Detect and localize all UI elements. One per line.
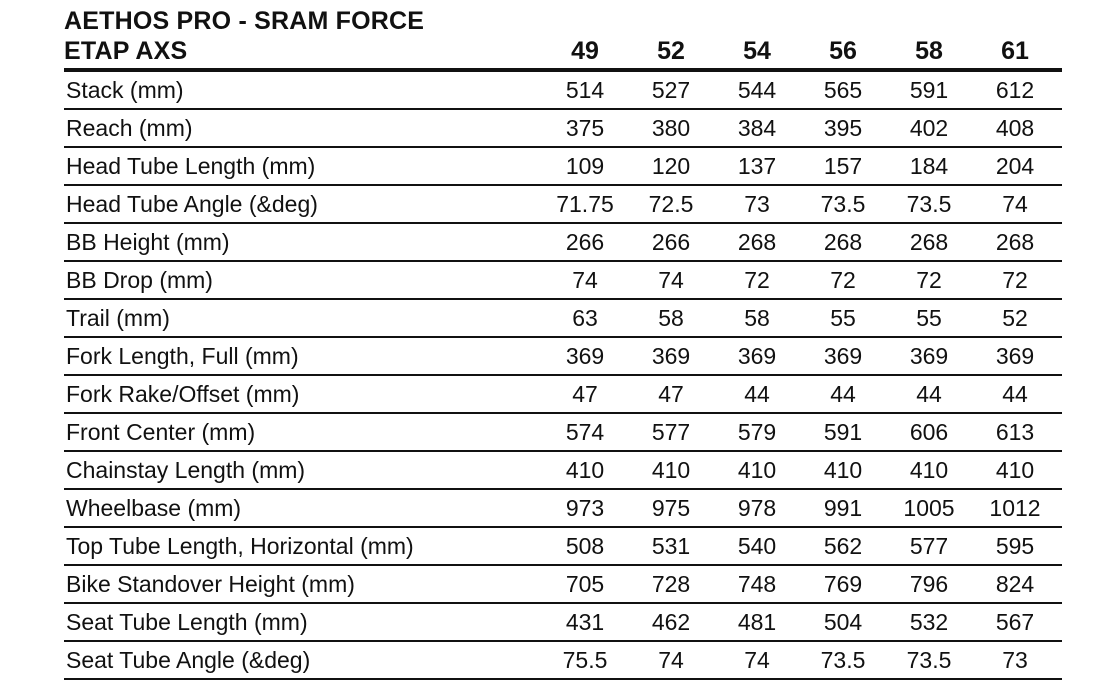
cell-size-58: 72 <box>916 267 942 293</box>
cell-size-52: 72.5 <box>648 191 694 217</box>
cell-size-61: 410 <box>995 457 1035 483</box>
cell-size-58: 369 <box>909 343 949 369</box>
cell-size-52: 74 <box>658 647 684 673</box>
cell-size-61: 369 <box>995 343 1035 369</box>
cell-size-56: 504 <box>823 609 863 635</box>
cell-size-61: 268 <box>995 229 1035 255</box>
size-header-row <box>64 36 1062 66</box>
size-header-58: 58 <box>915 37 943 65</box>
cell-size-54: 384 <box>737 115 777 141</box>
cell-size-52: 58 <box>658 305 684 331</box>
size-header-49: 49 <box>571 37 599 65</box>
cell-size-54: 73 <box>744 191 770 217</box>
cell-size-49: 63 <box>572 305 598 331</box>
cell-size-58: 44 <box>916 381 942 407</box>
title-line-1: AETHOS PRO - SRAM FORCE <box>64 7 425 35</box>
cell-size-54: 72 <box>744 267 770 293</box>
cell-size-49: 47 <box>572 381 598 407</box>
cell-size-52: 380 <box>651 115 691 141</box>
cell-size-56: 562 <box>823 533 863 559</box>
cell-size-56: 55 <box>830 305 856 331</box>
cell-size-61: 72 <box>1002 267 1028 293</box>
cell-size-58: 410 <box>909 457 949 483</box>
cell-size-49: 431 <box>565 609 605 635</box>
cell-size-49: 266 <box>565 229 605 255</box>
cell-size-56: 565 <box>823 77 863 103</box>
cell-size-49: 375 <box>565 115 605 141</box>
cell-size-54: 481 <box>737 609 777 635</box>
cell-size-54: 137 <box>737 153 777 179</box>
size-header-56: 56 <box>829 37 857 65</box>
cell-size-54: 410 <box>737 457 777 483</box>
table-row <box>64 376 1062 414</box>
cell-size-61: 1012 <box>989 495 1041 521</box>
cell-size-49: 508 <box>565 533 605 559</box>
cell-size-61: 73 <box>1002 647 1028 673</box>
cell-size-49: 369 <box>565 343 605 369</box>
title-line-2: ETAP AXS <box>64 37 188 65</box>
row-label: Head Tube Angle (&deg) <box>66 191 318 217</box>
cell-size-54: 978 <box>737 495 777 521</box>
row-label: BB Drop (mm) <box>66 267 213 293</box>
cell-size-56: 991 <box>823 495 863 521</box>
cell-size-56: 157 <box>823 153 863 179</box>
table-row <box>64 338 1062 376</box>
cell-size-52: 975 <box>651 495 691 521</box>
row-label: BB Height (mm) <box>66 229 230 255</box>
cell-size-61: 567 <box>995 609 1035 635</box>
cell-size-56: 72 <box>830 267 856 293</box>
cell-size-52: 120 <box>651 153 691 179</box>
table-row <box>64 148 1062 186</box>
cell-size-54: 268 <box>737 229 777 255</box>
cell-size-56: 369 <box>823 343 863 369</box>
table-row <box>64 490 1062 528</box>
row-label: Seat Tube Length (mm) <box>66 609 308 635</box>
table-row <box>64 300 1062 338</box>
cell-size-52: 462 <box>651 609 691 635</box>
cell-size-56: 410 <box>823 457 863 483</box>
cell-size-58: 184 <box>909 153 949 179</box>
cell-size-49: 109 <box>565 153 605 179</box>
cell-size-54: 748 <box>737 571 777 597</box>
cell-size-52: 74 <box>658 267 684 293</box>
table-row <box>64 72 1062 110</box>
cell-size-61: 595 <box>995 533 1035 559</box>
cell-size-54: 369 <box>737 343 777 369</box>
cell-size-61: 52 <box>1002 305 1028 331</box>
size-header-52: 52 <box>657 37 685 65</box>
cell-size-52: 531 <box>651 533 691 559</box>
row-label: Reach (mm) <box>66 115 193 141</box>
cell-size-61: 408 <box>995 115 1035 141</box>
row-label: Front Center (mm) <box>66 419 256 445</box>
cell-size-61: 74 <box>1002 191 1028 217</box>
cell-size-56: 44 <box>830 381 856 407</box>
table-row <box>64 642 1062 680</box>
cell-size-54: 74 <box>744 647 770 673</box>
table-row <box>64 414 1062 452</box>
row-label: Head Tube Length (mm) <box>66 153 316 179</box>
table-body <box>64 72 1062 680</box>
cell-size-52: 47 <box>658 381 684 407</box>
row-label: Stack (mm) <box>66 77 184 103</box>
row-label: Top Tube Length, Horizontal (mm) <box>66 533 414 559</box>
cell-size-56: 769 <box>823 571 863 597</box>
cell-size-49: 973 <box>565 495 605 521</box>
cell-size-54: 579 <box>737 419 777 445</box>
table-row <box>64 528 1062 566</box>
cell-size-52: 266 <box>651 229 691 255</box>
cell-size-54: 544 <box>737 77 777 103</box>
cell-size-49: 574 <box>565 419 605 445</box>
cell-size-61: 204 <box>995 153 1035 179</box>
cell-size-58: 796 <box>909 571 949 597</box>
cell-size-49: 410 <box>565 457 605 483</box>
table-row <box>64 224 1062 262</box>
row-label: Trail (mm) <box>66 305 170 331</box>
cell-size-52: 728 <box>651 571 691 597</box>
cell-size-58: 73.5 <box>906 191 952 217</box>
cell-size-52: 577 <box>651 419 691 445</box>
cell-size-61: 44 <box>1002 381 1028 407</box>
size-header-61: 61 <box>1001 37 1029 65</box>
cell-size-58: 591 <box>909 77 949 103</box>
cell-size-61: 612 <box>995 77 1035 103</box>
table-row <box>64 110 1062 148</box>
cell-size-49: 705 <box>565 571 605 597</box>
row-label: Bike Standover Height (mm) <box>66 571 355 597</box>
cell-size-56: 73.5 <box>820 191 866 217</box>
table-row <box>64 262 1062 300</box>
row-label: Fork Length, Full (mm) <box>66 343 299 369</box>
cell-size-58: 73.5 <box>906 647 952 673</box>
row-label: Seat Tube Angle (&deg) <box>66 647 311 673</box>
cell-size-58: 402 <box>909 115 949 141</box>
cell-size-58: 268 <box>909 229 949 255</box>
row-label: Fork Rake/Offset (mm) <box>66 381 300 407</box>
cell-size-58: 55 <box>916 305 942 331</box>
cell-size-58: 532 <box>909 609 949 635</box>
cell-size-52: 369 <box>651 343 691 369</box>
table-row <box>64 452 1062 490</box>
cell-size-54: 540 <box>737 533 777 559</box>
size-header-54: 54 <box>743 37 771 65</box>
cell-size-56: 73.5 <box>820 647 866 673</box>
row-label: Wheelbase (mm) <box>66 495 242 521</box>
table-row <box>64 566 1062 604</box>
table-row <box>64 604 1062 642</box>
cell-size-49: 74 <box>572 267 598 293</box>
cell-size-58: 606 <box>909 419 949 445</box>
cell-size-54: 58 <box>744 305 770 331</box>
cell-size-61: 613 <box>995 419 1035 445</box>
cell-size-54: 44 <box>744 381 770 407</box>
cell-size-49: 71.75 <box>556 191 614 217</box>
cell-size-58: 1005 <box>903 495 955 521</box>
cell-size-61: 824 <box>995 571 1035 597</box>
cell-size-56: 591 <box>823 419 863 445</box>
cell-size-56: 395 <box>823 115 863 141</box>
cell-size-56: 268 <box>823 229 863 255</box>
cell-size-58: 577 <box>909 533 949 559</box>
row-label: Chainstay Length (mm) <box>66 457 306 483</box>
cell-size-49: 514 <box>565 77 605 103</box>
cell-size-49: 75.5 <box>562 647 608 673</box>
table-row <box>64 186 1062 224</box>
cell-size-52: 527 <box>651 77 691 103</box>
cell-size-52: 410 <box>651 457 691 483</box>
